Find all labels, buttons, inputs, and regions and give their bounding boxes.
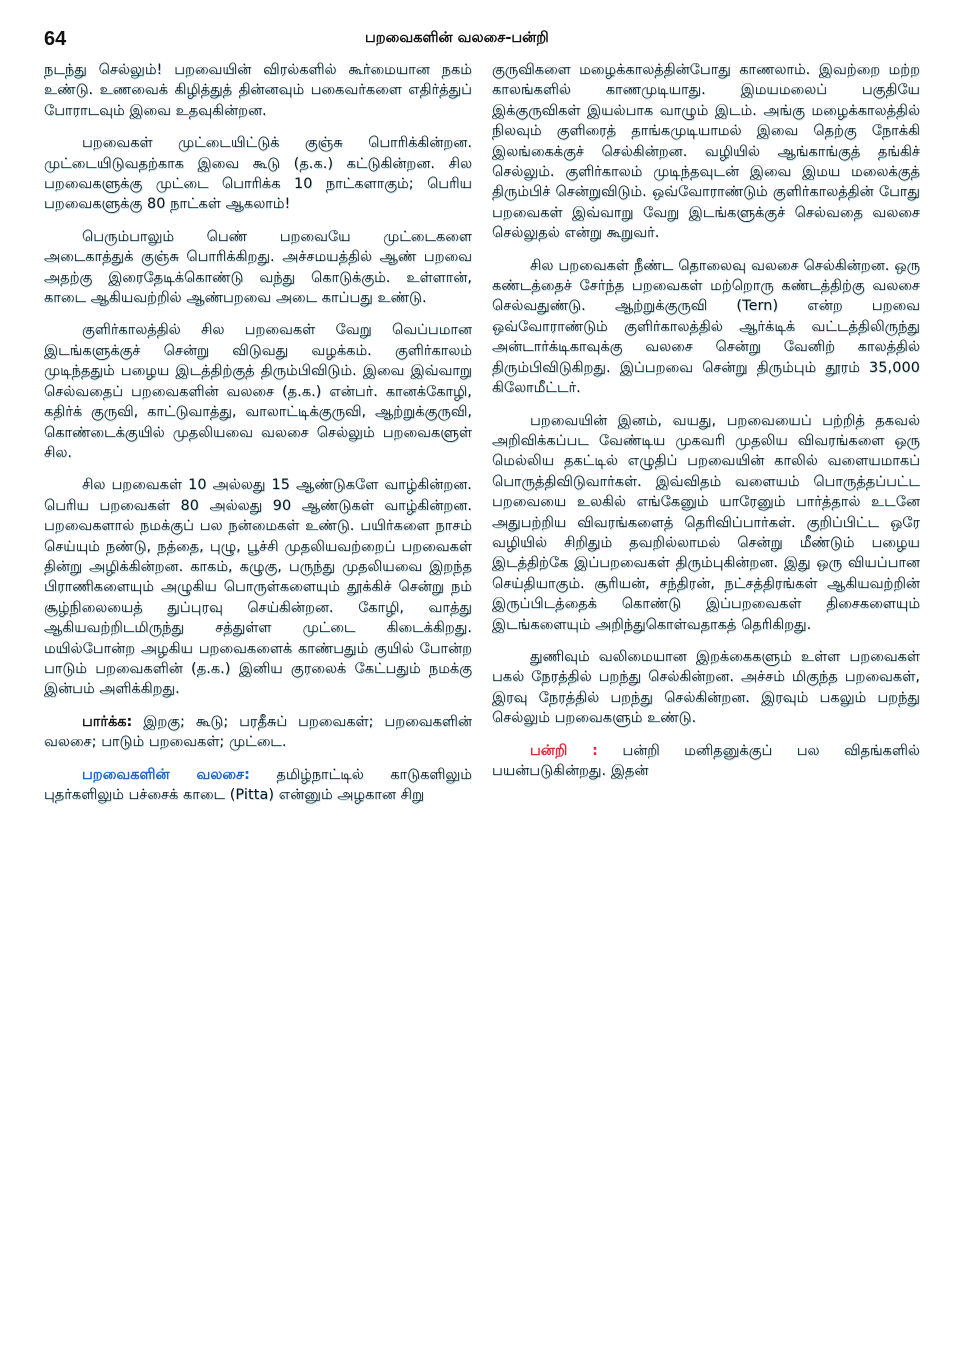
- paragraph: சில பறவைகள் நீண்ட தொலைவு வலசை செல்கின்றன. ஒரு கண்டத்தைச் சேர்ந்த பறவைகள் மற்றொரு கண்டத்திற்கு வலசை செல்வதுண்டு. ஆற்றுக்குருவி (Tern) என்ற பறவை ஒவ்வோராண்டும் குளிர்காலத்தில் ஆர்க்டிக் வட்டத்திலிருந்து அன்டார்க்டிகாவுக்கு வலசை சென்று வேனிற் காலத்தில் திரும்பிவிடுகிறது. இப்பறவை சென்று திரும்பும் தூரம் 35,000 கிலோமீட்டர்.: [492, 257, 920, 397]
- paragraph: பறவையின் இனம், வயது, பறவையைப் பற்றித் தகவல் அறிவிக்கப்பட வேண்டிய முகவரி முதலிய விவரங்களை ஒரு மெல்லிய தகட்டில் எழுதிப் பறவையின் காலில் வளையமாகப் பொருத்திவிடுவார்கள். இவ்விதம் வளையம் பொருத்தப்பட்ட பறவையை உலகில் எங்கேனும் யாரேனும் பார்த்தால் உடனே அதுபற்றிய விவரங்களைத் தெரிவிப்பார்கள். குறிப்பிட்ட ஒரே வழியில் சிறிதும் தவறில்லாமல் சென்று மீண்டும் பழைய இடத்திற்கே இப்பறவைகள் திரும்புகின்றன. இது ஒரு வியப்பான செய்தியாகும். சூரியன், சந்திரன், நட்சத்திரங்கள் ஆகியவற்றின் இருப்பிடத்தைக் கொண்டு இப்பறவைகள் திசைகளையும் இடங்களையும் அறிந்துகொள்வதாகத் தெரிகிறது.: [492, 412, 920, 633]
- see-also-list: இறகு; கூடு; பரதீசுப் பறவைகள்; பறவைகளின் வலசை; பாடும் பறவைகள்; முட்டை.: [44, 713, 472, 751]
- running-head: பறவைகளின் வலசை-பன்றி: [365, 30, 549, 46]
- page-header: [40, 26, 920, 56]
- section-paragraph-pig: [492, 741, 920, 782]
- paragraph: குருவிகளை மழைக்காலத்தின்போது காணலாம். இவற்றை மற்ற காலங்களில் காணமுடியாது. இமயமலைப் பகுதியே இக்குருவிகள் இயல்பாக வாழும் இடம். அங்கு மழைக்காலத்தில் நிலவும் குளிரைத் தாங்கமுடியாமல் இவை தெற்கு நோக்கி இலங்கைக்குச் செல்கின்றன. வழியில் ஆங்காங்குத் தங்கிச் செல்லும். குளிர்காலம் முடிந்தவுடன் இவை இமய மலைக்குத் திரும்பிச் சென்றுவிடும். ஒவ்வோராண்டும் குளிர்காலத்தின் போது பறவைகள் இவ்வாறு வேறு இடங்களுக்குச் செல்வதை வலசை செல்லுதல் என்று கூறுவர்.: [492, 62, 920, 242]
- page-number: 64: [44, 28, 67, 50]
- section-paragraph-migration: [44, 765, 472, 806]
- section-text-pig: பன்றி மனிதனுக்குப் பல விதங்களில் பயன்படுகின்றது. இதன்: [492, 742, 920, 779]
- see-also-paragraph: [44, 712, 472, 753]
- paragraph: பறவைகள் முட்டையிட்டுக் குஞ்சு பொரிக்கின்றன. முட்டையிடுவதற்காக இவை கூடு (த.க.) கட்டுகின்றன. சில பறவைகளுக்கு முட்டை பொரிக்க 10 நாட்களாகும்; பெரிய பறவைகளுக்கு 80 நாட்கள் ஆகலாம்!: [44, 135, 472, 213]
- paragraph: நடந்து செல்லும்! பறவையின் விரல்களில் கூர்மையான நகம் உண்டு. உணவைக் கிழித்துத் தின்னவும் பகைவர்களை எதிர்த்துப் போராடவும் இவை உதவுகின்றன.: [44, 62, 472, 119]
- paragraph: குளிர்காலத்தில் சில பறவைகள் வேறு வெப்பமான இடங்களுக்குச் சென்று விடுவது வழக்கம். குளிர்காலம் முடிந்ததும் பழைய இடத்திற்குத் திரும்பிவிடும். இவை இவ்வாறு செல்வதைப் பறவைகளின் வலசை (த.க.) என்பர். கானக்கோழி, கதிர்க் குருவி, காட்டுவாத்து, வாலாட்டிக்குருவி, ஆற்றுக்குருவி, கொண்டைக்குயில் முதலியவை வலசை செல்லும் பறவைகளுள் சில.: [44, 322, 472, 461]
- section-text-migration: தமிழ்நாட்டில் காடுகளிலும் புதர்களிலும் பச்சைக் காடை (Pitta) என்னும் அழகான சிறு: [44, 766, 472, 803]
- paragraph: பெரும்பாலும் பெண் பறவையே முட்டைகளை அடைகாத்துக் குஞ்சு பொரிக்கிறது. அச்சமயத்தில் ஆண் பறவை அதற்கு இரைதேடிக்கொண்டு வந்து கொடுக்கும். உள்ளான், காடை ஆகியவற்றில் ஆண்பறவை அடை காப்பது உண்டு.: [44, 228, 472, 307]
- paragraph: சில பறவைகள் 10 அல்லது 15 ஆண்டுகளே வாழ்கின்றன. பெரிய பறவைகள் 80 அல்லது 90 ஆண்டுகள் வாழ்கின்றன. பறவைகளால் நமக்குப் பல நன்மைகள் உண்டு. பயிர்களை நாசம் செய்யும் நண்டு, நத்தை, புழு, பூச்சி முதலியவற்றைப் பறவைகள் தின்று அழிக்கின்றன. காகம், கழுகு, பருந்து முதலியவை இறந்த பிராணிகளையும் அழுகிய பொருள்களையும் தூக்கிச் சென்று நம் சூழ்நிலையைத் துப்புரவு செய்கின்றன. கோழி, வாத்து ஆகியவற்றிடமிருந்து சத்துள்ள முட்டை கிடைக்கிறது. மயில்போன்ற அழகிய பறவைகளைக் காண்பதும் குயில் போன்ற பாடும் பறவைகளின் (த.க.) இனிய குரலைக் கேட்பதும் நமக்கு இன்பம் அளிக்கிறது.: [44, 477, 472, 698]
- see-also-label: பார்க்க:: [82, 713, 133, 730]
- paragraph: துணிவும் வலிமையான இறக்கைகளும் உள்ள பறவைகள் பகல் நேரத்தில் பறந்து செல்கின்றன. அச்சம் மிகுந்த பறவைகள், இரவு நேரத்தில் பறந்து செல்கின்றன. இரவும் பகலும் பறந்து செல்லும் பறவைகளும் உண்டு.: [492, 648, 920, 727]
- section-heading-pig: பன்றி :: [530, 742, 599, 759]
- section-heading-migration: பறவைகளின் வலசை:: [82, 766, 250, 783]
- right-column: [492, 60, 920, 1345]
- left-column: [44, 60, 472, 1345]
